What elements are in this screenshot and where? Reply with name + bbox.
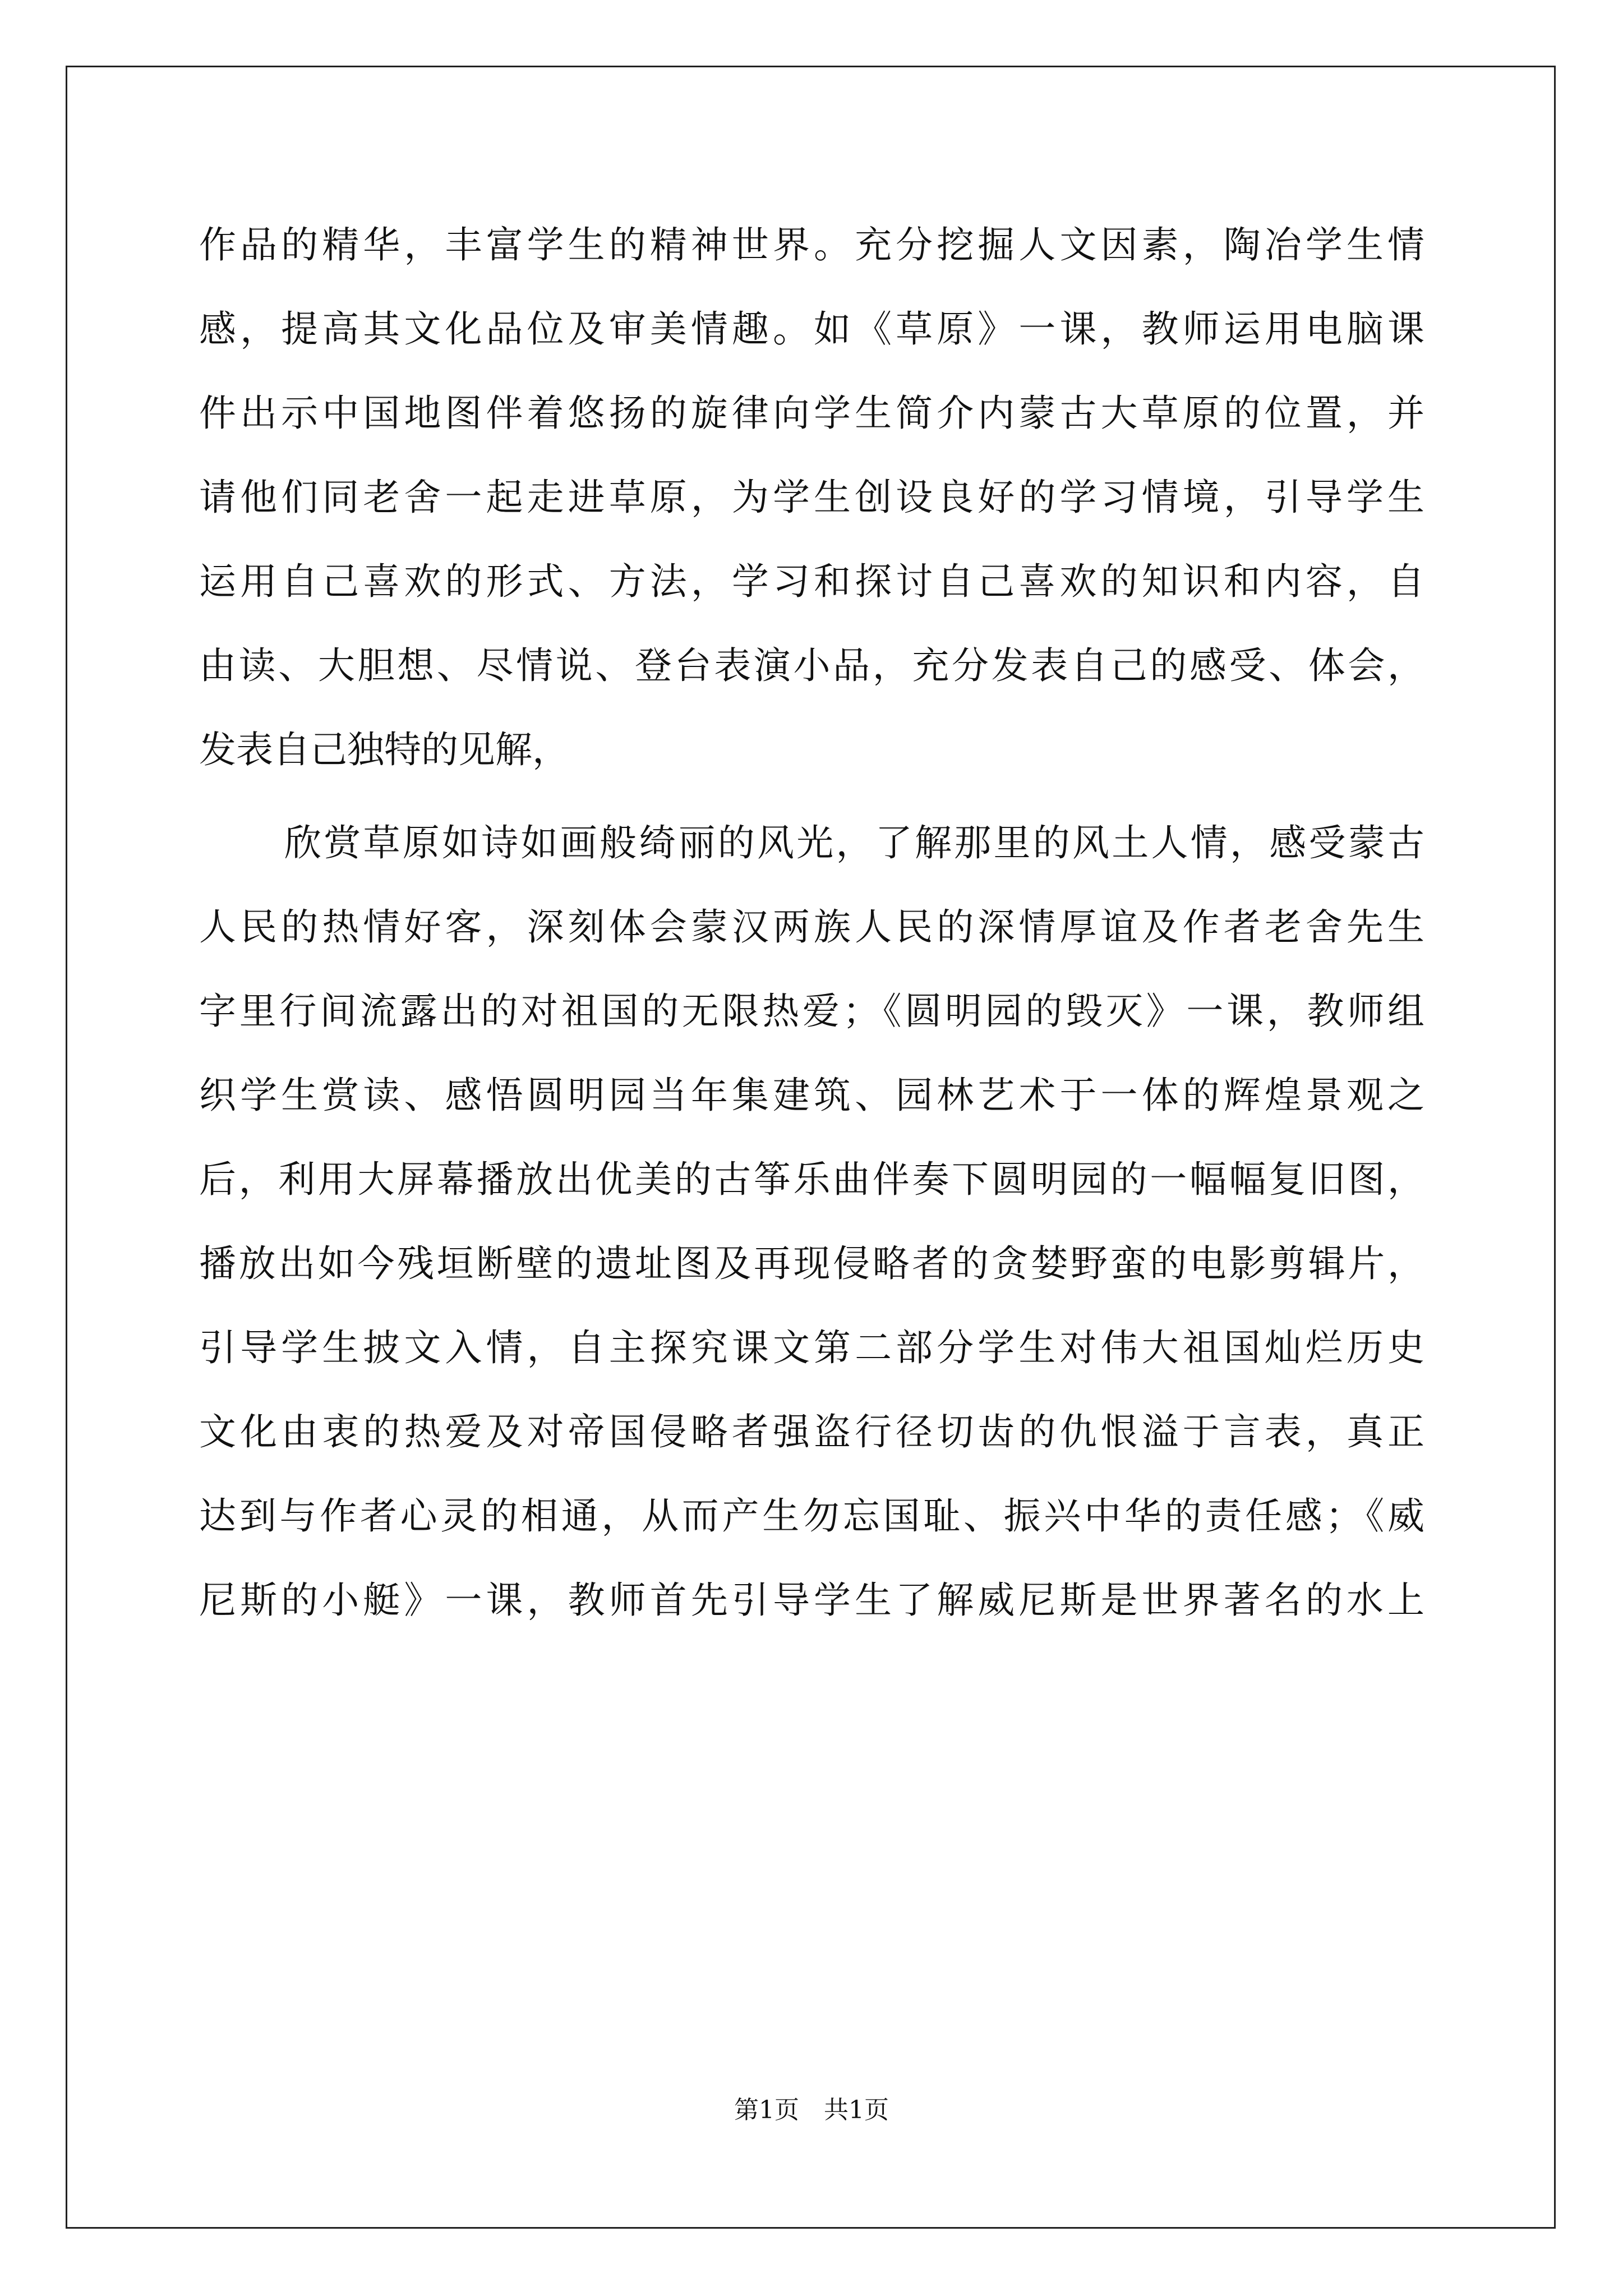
text-line: 尼斯的小艇》一课，教师首先引导学生了解威尼斯是世界著名的水上	[199, 1579, 1424, 1622]
page-number-footer: 第1页 共1页	[734, 2096, 889, 2124]
document-body	[199, 203, 1424, 1642]
text-line: 欣赏草原如诗如画般绮丽的风光，了解那里的风土人情，感受蒙古	[284, 821, 1424, 864]
text-line: 织学生赏读、感悟圆明园当年集建筑、园林艺术于一体的辉煌景观之	[199, 1074, 1424, 1117]
text-line: 引导学生披文入情，自主探究课文第二部分学生对伟大祖国灿烂历史	[199, 1326, 1424, 1369]
text-line: 播放出如今残垣断壁的遗址图及再现侵略者的贪婪野蛮的电影剪辑片，	[199, 1242, 1424, 1285]
text-line: 字里行间流露出的对祖国的无限热爱；《圆明园的毁灭》一课，教师组	[199, 990, 1424, 1033]
text-line: 人民的热情好客，深刻体会蒙汉两族人民的深情厚谊及作者老舍先生	[199, 905, 1424, 949]
text-line: 请他们同老舍一起走进草原，为学生创设良好的学习情境，引导学生	[199, 476, 1424, 519]
text-line: 作品的精华，丰富学生的精神世界。充分挖掘人文因素，陶冶学生情	[199, 223, 1424, 266]
text-line: 运用自己喜欢的形式、方法，学习和探讨自己喜欢的知识和内容，自	[199, 560, 1424, 603]
paragraph-2	[199, 801, 1424, 1642]
text-line: 达到与作者心灵的相通，从而产生勿忘国耻、振兴中华的责任感；《威	[199, 1494, 1424, 1538]
text-line: 发表自己独特的见解，	[199, 728, 569, 771]
text-line: 感，提高其文化品位及审美情趣。如《草原》一课，教师运用电脑课	[199, 307, 1424, 351]
paragraph-1	[199, 203, 1424, 792]
text-line: 由读、大胆想、尽情说、登台表演小品，充分发表自己的感受、体会，	[199, 644, 1424, 687]
text-line: 件出示中国地图伴着悠扬的旋律向学生简介内蒙古大草原的位置，并	[199, 392, 1424, 435]
text-line: 后，利用大屏幕播放出优美的古筝乐曲伴奏下圆明园的一幅幅复旧图，	[199, 1158, 1424, 1201]
text-line: 文化由衷的热爱及对帝国侵略者强盗行径切齿的仇恨溢于言表，真正	[199, 1410, 1424, 1453]
